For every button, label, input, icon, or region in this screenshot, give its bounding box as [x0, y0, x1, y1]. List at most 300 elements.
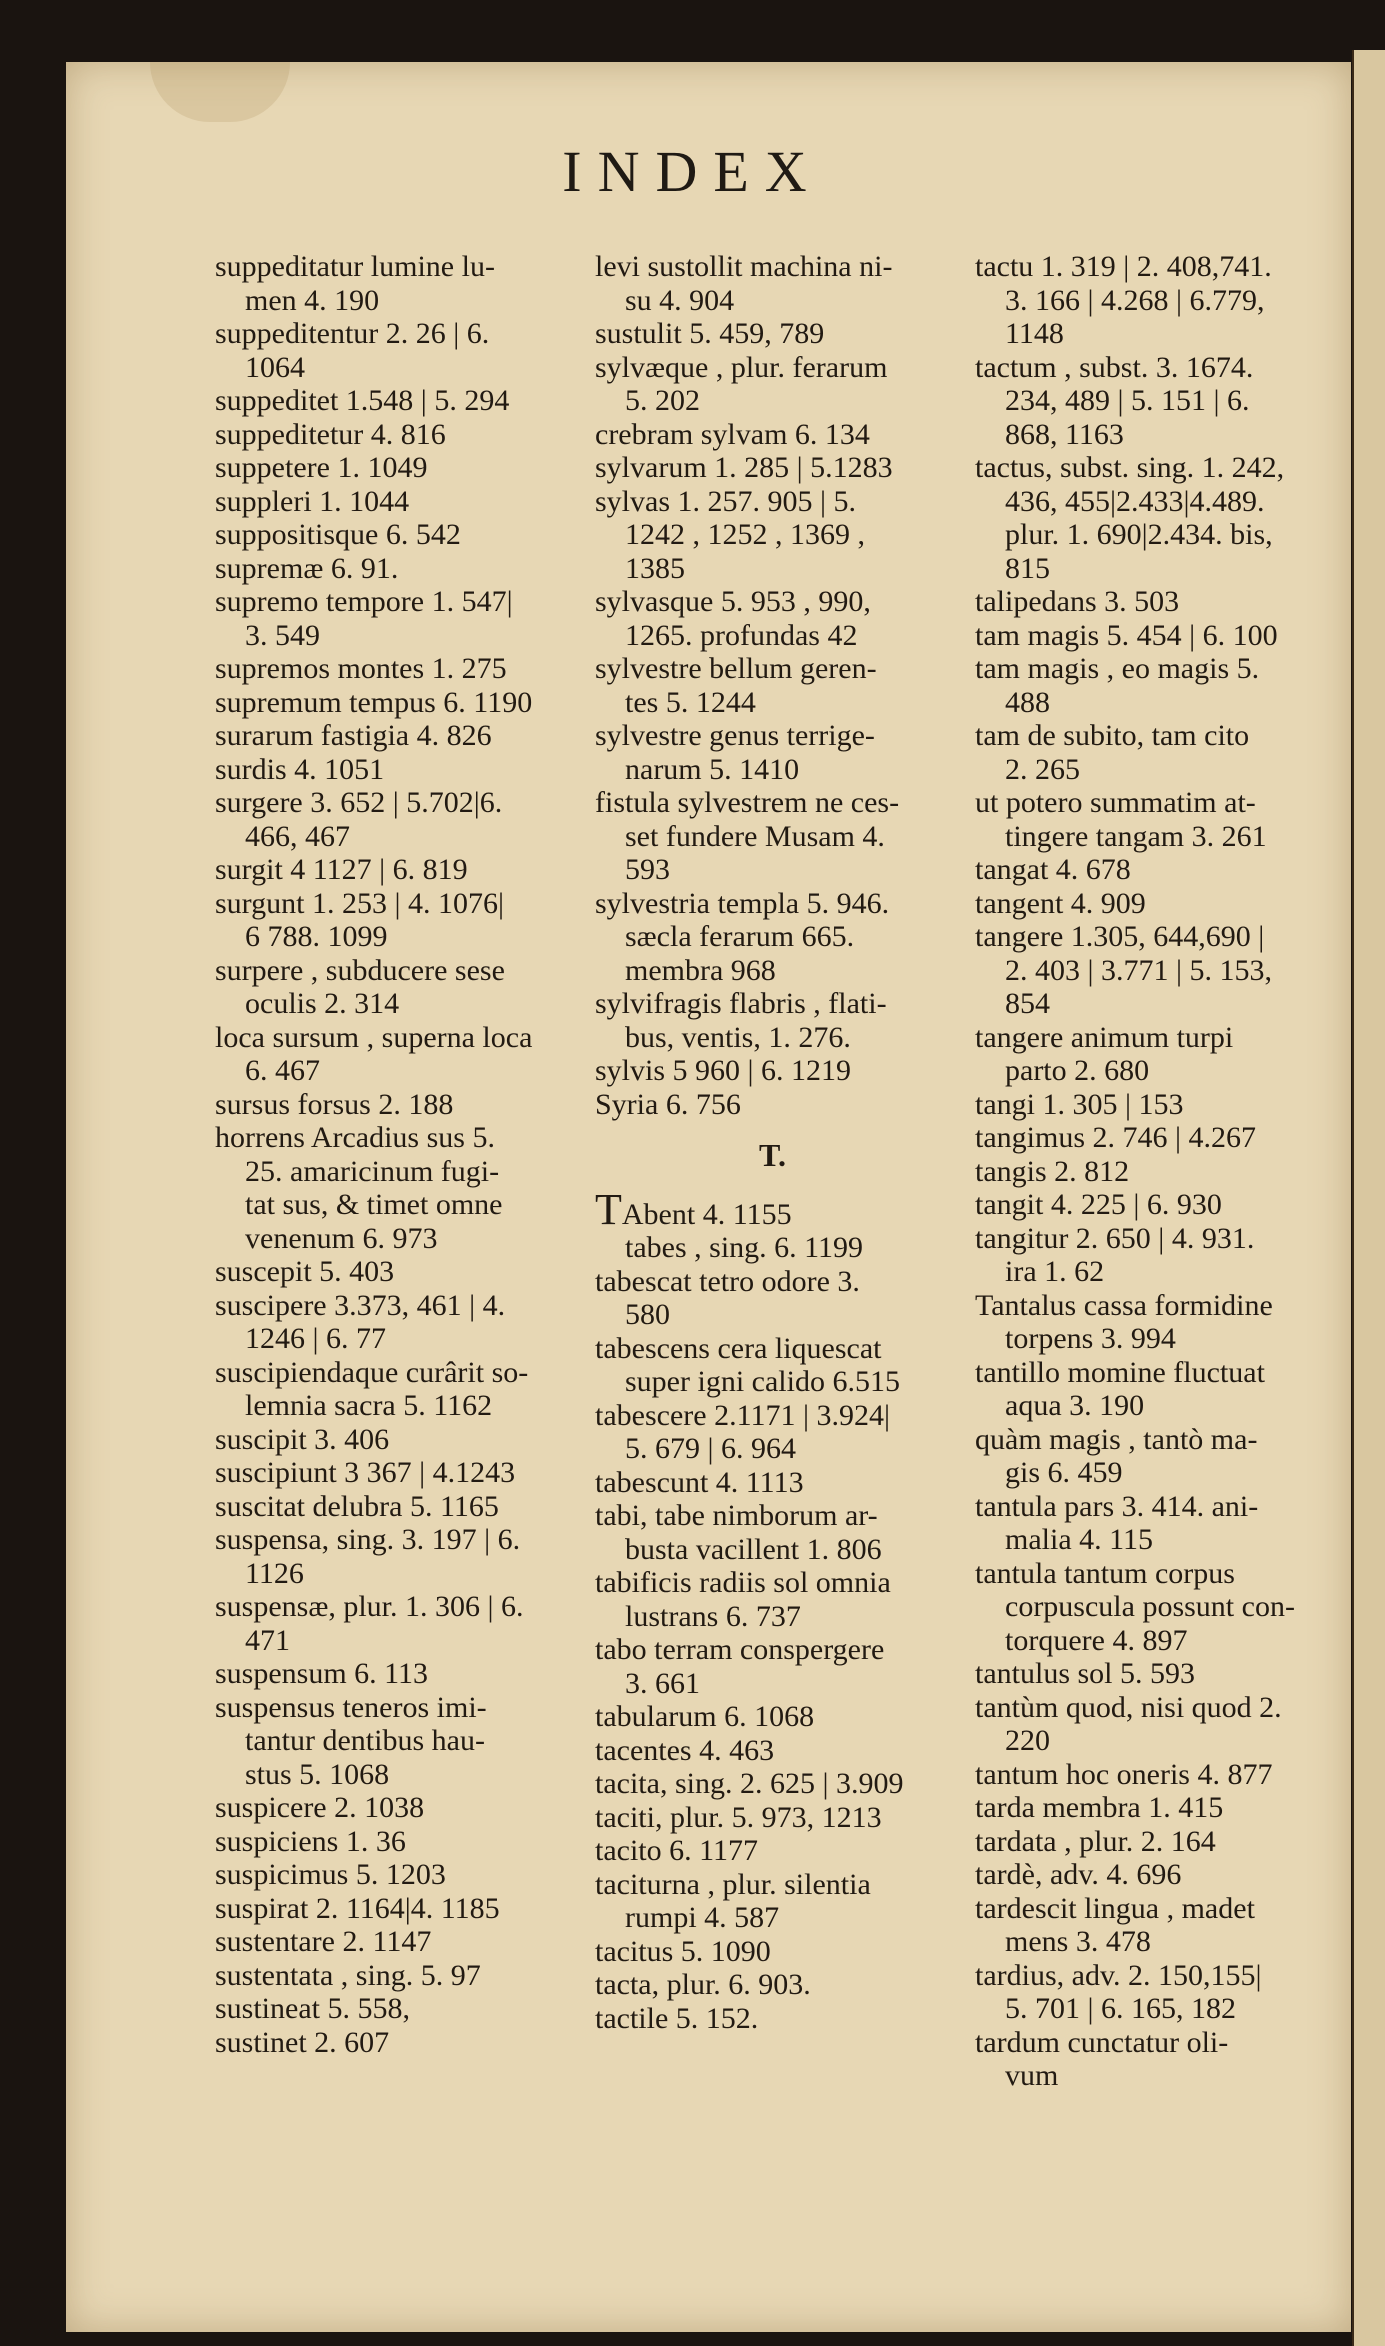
index-entry-line — [595, 1633, 950, 1667]
index-entry-text: gis 6. 459 — [1005, 1456, 1123, 1489]
index-entry-text: tantulus sol 5. 593 — [975, 1657, 1196, 1690]
index-entry-line — [595, 954, 950, 988]
index-entry-text: tangere animum turpi — [975, 1020, 1234, 1054]
index-entry-line — [595, 1499, 950, 1533]
index-entry-text: tangent 4. 909 — [975, 886, 1146, 920]
index-entry-text: 6 788. 1099 — [245, 920, 388, 953]
index-entry-text: 868, 1163 — [1005, 417, 1124, 451]
index-entry-text: sustulit 5. 459, 789 — [595, 317, 825, 350]
index-entry-text: 1265. profundas 42 — [625, 618, 858, 652]
index-entry-text: 1242 , 1252 , 1369 , — [625, 518, 865, 551]
index-entry-text: tangat 4. 678 — [975, 853, 1131, 886]
index-entry-text: suscepit 5. 403 — [215, 1255, 395, 1288]
index-entry-text: tactum , subst. 3. 1674. — [975, 350, 1254, 384]
index-entry-text: suspirat 2. 1164|4. 1185 — [215, 1891, 500, 1925]
index-entry-line — [215, 1892, 570, 1926]
index-entry-line — [975, 1523, 1320, 1557]
index-entry-text: tabescere 2.1171 | 3.924| — [595, 1398, 890, 1432]
index-entry-line — [595, 987, 950, 1021]
index-entry-text: oculis 2. 314 — [245, 987, 400, 1020]
index-entry-line — [595, 1935, 950, 1969]
index-entry-text: 1385 — [625, 551, 685, 585]
index-entry-line — [975, 1691, 1320, 1725]
index-entry-text: 1148 — [1005, 317, 1064, 350]
index-entry-line — [975, 853, 1320, 887]
index-entry-text: tantula pars 3. 414. ani- — [975, 1489, 1259, 1523]
index-entry-text: sursus forsus 2. 188 — [215, 1087, 454, 1121]
index-entry-text: 25. amaricinum fugi- — [245, 1154, 500, 1188]
index-entry-line — [215, 552, 570, 586]
index-entry-text: suscipiunt 3 367 | 4.1243 — [215, 1456, 516, 1489]
index-entry-line — [215, 1691, 570, 1725]
index-entry-text: tantùm quod, nisi quod 2. — [975, 1690, 1282, 1724]
index-entry-text: 3. 661 — [625, 1666, 700, 1700]
index-entry-text: plur. 1. 690|2.434. bis, — [1005, 518, 1273, 551]
index-entry-line — [975, 1892, 1320, 1926]
index-entry-text: tantillo momine fluctuat — [975, 1355, 1265, 1389]
index-entry-line — [975, 652, 1320, 686]
index-entry-line — [595, 585, 950, 619]
index-entry-text: bus, ventis, 1. 276. — [625, 1020, 851, 1054]
index-entry-text: 5. 202 — [625, 384, 700, 417]
index-entry-text: venenum 6. 973 — [245, 1221, 438, 1255]
index-entry-text: torquere 4. 897 — [1005, 1623, 1188, 1657]
index-entry-line — [215, 1456, 570, 1490]
index-entry-text: sylvis 5 960 | 6. 1219 — [595, 1054, 852, 1087]
index-entry-text: tardius, adv. 2. 150,155| — [975, 1958, 1262, 1992]
index-entry-text: surpere , subducere sese — [215, 953, 505, 987]
index-entry-text: tactus, subst. sing. 1. 242, — [975, 451, 1285, 484]
index-entry-text: tacentes 4. 463 — [595, 1733, 775, 1767]
index-column-3 — [975, 250, 1320, 2093]
index-entry-line — [215, 518, 570, 552]
index-entry-text: membra 968 — [625, 953, 776, 987]
index-entry-text: suscipiendaque curârit so- — [215, 1355, 529, 1389]
index-entry-text: sustineat 5. 558, — [215, 1992, 410, 2025]
index-entry-text: tacta, plur. 6. 903. — [595, 1968, 811, 2001]
index-entry-text: sylvæque , plur. ferarum — [595, 350, 888, 384]
index-entry-line — [595, 1231, 950, 1265]
index-entry-text: 5. 679 | 6. 964 — [625, 1432, 797, 1465]
index-entry-text: su 4. 904 — [625, 283, 735, 317]
index-entry-line — [215, 1523, 570, 1557]
index-entry-line — [215, 284, 570, 318]
index-entry-line — [975, 954, 1320, 988]
index-entry-text: supremæ 6. 91. — [215, 551, 399, 585]
index-entry-text: tactile 5. 152. — [595, 2001, 759, 2035]
index-entry-text: tabo terram conspergere — [595, 1633, 885, 1666]
index-entry-text: quàm magis , tantò ma- — [975, 1422, 1258, 1456]
index-entry-line — [595, 1901, 950, 1935]
index-entry-text: Abent 4. 1155 — [621, 1197, 792, 1231]
index-entry-line — [215, 384, 570, 418]
index-entry-text: 471 — [245, 1623, 290, 1657]
index-entry-line — [595, 1265, 950, 1299]
index-entry-line — [975, 1925, 1320, 1959]
index-entry-line — [975, 552, 1320, 586]
index-entry-text: surarum fastigia 4. 826 — [215, 719, 492, 752]
index-entry-text: 815 — [1005, 551, 1050, 585]
index-entry-text: tacitus 5. 1090 — [595, 1934, 771, 1968]
index-entry-line — [595, 1399, 950, 1433]
index-entry-text: 234, 489 | 5. 151 | 6. — [1005, 384, 1250, 417]
index-entry-line — [215, 1992, 570, 2026]
index-entry-line — [595, 652, 950, 686]
index-entry-text: 5. 701 | 6. 165, 182 — [1005, 1992, 1237, 2025]
index-entry-line — [595, 384, 950, 418]
index-entry-text: rumpi 4. 587 — [625, 1901, 780, 1934]
index-entry-text: levi sustollit machina ni- — [595, 250, 893, 283]
index-entry-line — [595, 1088, 950, 1122]
section-heading: T. — [759, 1137, 786, 1173]
index-entry-text: surgunt 1. 253 | 4. 1076| — [215, 886, 504, 920]
index-entry-text: suppeditatur lumine lu- — [215, 250, 495, 283]
index-entry-line — [975, 1289, 1320, 1323]
index-entry-text: aqua 3. 190 — [1005, 1389, 1145, 1422]
index-entry-text: suppetere 1. 1049 — [215, 451, 428, 484]
index-entry-text: Tantalus cassa formidine — [975, 1288, 1273, 1322]
index-entry-text: lemnia sacra 5. 1162 — [245, 1389, 493, 1422]
index-entry-text: 3. 549 — [245, 618, 320, 652]
index-entry-line — [215, 1322, 570, 1356]
index-entry-text: sylvifragis flabris , flati- — [595, 987, 887, 1020]
index-entry-line — [975, 1724, 1320, 1758]
index-entry-line — [595, 1432, 950, 1466]
index-entry-line — [595, 1184, 950, 1234]
index-entry-text: tangi 1. 305 | 153 — [975, 1087, 1184, 1121]
index-entry-line — [595, 485, 950, 519]
index-entry-text: tacito 6. 1177 — [595, 1834, 759, 1867]
index-entry-line — [595, 1968, 950, 2002]
index-entry-text: 1064 — [245, 350, 305, 384]
index-entry-line — [975, 1959, 1320, 1993]
index-entry-line — [975, 1590, 1320, 1624]
index-entry-line — [595, 1600, 950, 1634]
index-entry-line — [215, 652, 570, 686]
index-entry-line — [595, 351, 950, 385]
index-entry-line — [595, 1466, 950, 1500]
index-entry-line — [975, 1456, 1320, 1490]
index-entry-text: 1246 | 6. 77 — [245, 1322, 387, 1355]
index-entry-text: tardè, adv. 4. 696 — [975, 1858, 1182, 1891]
index-entry-text: sylvasque 5. 953 , 990, — [595, 585, 871, 618]
index-entry-line — [595, 1801, 950, 1835]
index-entry-line — [595, 820, 950, 854]
index-entry-line — [595, 1834, 950, 1868]
index-entry-line — [975, 1557, 1320, 1591]
index-entry-line — [215, 987, 570, 1021]
index-entry-line — [215, 1858, 570, 1892]
index-entry-line — [975, 1825, 1320, 1859]
index-entry-line — [215, 418, 570, 452]
index-entry-line — [215, 820, 570, 854]
index-entry-line — [975, 1021, 1320, 1055]
index-entry-text: 593 — [625, 853, 670, 886]
index-entry-line — [975, 1188, 1320, 1222]
index-entry-line — [215, 485, 570, 519]
index-entry-text: suspicere 2. 1038 — [215, 1791, 425, 1824]
index-entry-text: suspensa, sing. 3. 197 | 6. — [215, 1523, 521, 1556]
index-entry-line — [215, 1356, 570, 1390]
index-entry-line — [975, 317, 1320, 351]
index-entry-text: crebram sylvam 6. 134 — [595, 417, 870, 451]
index-entry-line — [215, 1925, 570, 1959]
index-entry-text: busta vacillent 1. 806 — [625, 1532, 882, 1566]
index-entry-text: corpuscula possunt con- — [1005, 1590, 1295, 1623]
index-entry-line — [215, 317, 570, 351]
index-entry-text: tat sus, & timet omne — [245, 1188, 503, 1221]
index-entry-text: suspensum 6. 113 — [215, 1657, 429, 1690]
index-entry-text: suppeditetur 4. 816 — [215, 417, 446, 451]
index-entry-line — [215, 1155, 570, 1189]
index-entry-line — [975, 820, 1320, 854]
index-entry-text: ira 1. 62 — [1005, 1255, 1105, 1288]
index-entry-text: tabescens cera liquescat — [595, 1331, 882, 1365]
index-entry-line — [215, 1255, 570, 1289]
index-entry-line — [595, 1868, 950, 1902]
index-entry-line — [975, 250, 1320, 284]
index-entry-text: suppeditentur 2. 26 | 6. — [215, 317, 490, 350]
index-entry-line — [595, 418, 950, 452]
index-entry-line — [215, 1289, 570, 1323]
index-entry-text: tangimus 2. 746 | 4.267 — [975, 1121, 1257, 1154]
index-entry-line — [975, 351, 1320, 385]
index-column-1 — [215, 250, 570, 2059]
index-entry-line — [975, 887, 1320, 921]
index-entry-text: tes 5. 1244 — [625, 685, 756, 719]
index-entry-text: sustentata , sing. 5. 97 — [215, 1958, 481, 1992]
index-entry-line — [975, 786, 1320, 820]
index-entry-line — [215, 753, 570, 787]
index-entry-line — [975, 686, 1320, 720]
next-page-edge — [1352, 50, 1385, 2346]
index-entry-line — [975, 1322, 1320, 1356]
index-entry-line — [975, 1121, 1320, 1155]
index-entry-text: talipedans 3. 503 — [975, 585, 1180, 618]
index-entry-line — [215, 1557, 570, 1591]
index-entry-line — [595, 619, 950, 653]
index-entry-text: fistula sylvestrem ne ces- — [595, 786, 900, 819]
index-entry-line — [975, 418, 1320, 452]
index-entry-line — [975, 2059, 1320, 2093]
index-entry-line — [215, 451, 570, 485]
index-entry-line — [595, 719, 950, 753]
index-entry-line — [595, 1054, 950, 1088]
index-entry-text: 1126 — [245, 1556, 304, 1590]
drop-cap-letter: T — [595, 1184, 622, 1234]
index-entry-line — [595, 1767, 950, 1801]
index-entry-text: sæcla ferarum 665. — [625, 920, 855, 953]
index-entry-text: tantula tantum corpus — [975, 1556, 1235, 1590]
index-entry-text: supremos montes 1. 275 — [215, 652, 507, 685]
index-entry-text: 580 — [625, 1298, 670, 1331]
index-entry-line — [595, 250, 950, 284]
index-entry-line — [215, 619, 570, 653]
index-entry-line — [975, 1054, 1320, 1088]
index-entry-line — [595, 518, 950, 552]
index-entry-text: surgere 3. 652 | 5.702|6. — [215, 786, 503, 819]
index-entry-line — [595, 853, 950, 887]
index-entry-text: supremo tempore 1. 547| — [215, 585, 513, 618]
index-column-2 — [595, 250, 950, 2035]
index-entry-line — [975, 585, 1320, 619]
index-entry-line — [595, 1566, 950, 1600]
index-entry-line — [215, 1590, 570, 1624]
index-entry-line — [975, 1088, 1320, 1122]
index-entry-text: sustinet 2. 607 — [215, 2025, 390, 2059]
index-entry-text: tabes , sing. 6. 1199 — [625, 1231, 864, 1264]
index-entry-line — [975, 1155, 1320, 1189]
index-entry-line — [975, 1255, 1320, 1289]
index-entry-line — [975, 920, 1320, 954]
index-entry-line — [595, 753, 950, 787]
index-entry-line — [595, 1667, 950, 1701]
index-entry-text: tantur dentibus hau- — [245, 1724, 485, 1757]
index-entry-text: tabescat tetro odore 3. — [595, 1264, 860, 1298]
index-entry-text: tardum cunctatur oli- — [975, 2025, 1229, 2059]
index-entry-text: tactu 1. 319 | 2. 408,741. — [975, 250, 1272, 283]
index-entry-text: Syria 6. 756 — [595, 1087, 741, 1121]
index-entry-line — [595, 317, 950, 351]
index-entry-text: tam de subito, tam cito — [975, 719, 1250, 752]
index-entry-text: 6. 467 — [245, 1054, 320, 1087]
index-entry-line — [215, 1624, 570, 1658]
index-entry-text: surdis 4. 1051 — [215, 752, 385, 786]
index-entry-text: taciturna , plur. silentia — [595, 1867, 871, 1901]
index-entry-line — [215, 1121, 570, 1155]
index-entry-line — [595, 2002, 950, 2036]
index-entry-line — [215, 1959, 570, 1993]
index-entry-text: 2. 403 | 3.771 | 5. 153, — [1005, 953, 1273, 987]
index-entry-text: suspensæ, plur. 1. 306 | 6. — [215, 1590, 524, 1623]
index-entry-line — [215, 2026, 570, 2060]
index-entry-text: ut potero summatim at- — [975, 786, 1256, 819]
index-entry-line — [595, 1365, 950, 1399]
index-entry-line — [595, 1700, 950, 1734]
index-entry-text: tangere 1.305, 644,690 | — [975, 920, 1265, 953]
index-entry-line — [595, 1021, 950, 1055]
index-entry-text: taciti, plur. 5. 973, 1213 — [595, 1800, 882, 1834]
index-entry-text: 2. 265 — [1005, 752, 1080, 786]
index-entry-text: suspiciens 1. 36 — [215, 1824, 406, 1858]
index-entry-text: torpens 3. 994 — [1005, 1322, 1176, 1355]
index-entry-line — [215, 1825, 570, 1859]
index-entry-line — [975, 1657, 1320, 1691]
index-entry-line — [975, 753, 1320, 787]
index-entry-text: malia 4. 115 — [1005, 1523, 1154, 1556]
index-entry-line — [215, 853, 570, 887]
index-entry-text: super igni calido 6.515 — [625, 1365, 900, 1398]
index-entry-text: suscipit 3. 406 — [215, 1422, 390, 1456]
index-entry-text: tantum hoc oneris 4. 877 — [975, 1757, 1273, 1791]
index-entry-line — [215, 1188, 570, 1222]
index-entry-text: horrens Arcadius sus 5. — [215, 1121, 495, 1154]
index-entry-line — [975, 2026, 1320, 2060]
index-entry-line — [215, 954, 570, 988]
index-entry-line — [215, 719, 570, 753]
index-entry-text: suppleri 1. 1044 — [215, 484, 410, 518]
index-entry-line — [215, 1758, 570, 1792]
index-entry-text: stus 5. 1068 — [245, 1757, 390, 1791]
index-entry-text: tabi, tabe nimborum ar- — [595, 1499, 878, 1532]
index-entry-text: suscitat delubra 5. 1165 — [215, 1489, 499, 1523]
index-entry-text: suspicimus 5. 1203 — [215, 1858, 446, 1891]
index-entry-line — [215, 250, 570, 284]
index-entry-text: tabificis radiis sol omnia — [595, 1566, 891, 1599]
index-entry-text: lustrans 6. 737 — [625, 1599, 801, 1633]
index-entry-text: sylvestre bellum geren- — [595, 652, 877, 685]
index-entry-text: suppeditet 1.548 | 5. 294 — [215, 384, 510, 417]
index-entry-line — [975, 1389, 1320, 1423]
index-entry-text: men 4. 190 — [245, 283, 380, 317]
index-entry-text: set fundere Musam 4. — [625, 819, 885, 853]
index-entry-line — [975, 1490, 1320, 1524]
index-entry-line — [975, 987, 1320, 1021]
index-entry-text: 220 — [1005, 1724, 1050, 1757]
index-entry-text: suppositisque 6. 542 — [215, 518, 461, 551]
index-entry-text: sylvestre genus terrige- — [595, 719, 875, 752]
index-entry-line — [215, 1222, 570, 1256]
index-entry-text: vum — [1005, 2059, 1059, 2092]
index-entry-line — [975, 451, 1320, 485]
index-entry-text: tangis 2. 812 — [975, 1154, 1130, 1188]
index-entry-text: loca sursum , superna loca — [215, 1020, 533, 1054]
index-entry-line — [215, 1088, 570, 1122]
index-entry-text: mens 3. 478 — [1005, 1925, 1151, 1958]
index-entry-line — [215, 1021, 570, 1055]
index-entry-text: suspensus teneros imi- — [215, 1690, 487, 1724]
index-entry-text: tabescunt 4. 1113 — [595, 1465, 804, 1499]
index-entry-line — [595, 1332, 950, 1366]
index-entry-text: suscipere 3.373, 461 | 4. — [215, 1288, 506, 1322]
index-entry-line — [215, 351, 570, 385]
index-entry-line — [215, 786, 570, 820]
index-entry-line — [975, 719, 1320, 753]
index-entry-line — [975, 1791, 1320, 1825]
index-entry-text: narum 5. 1410 — [625, 752, 800, 786]
index-entry-text: tangitur 2. 650 | 4. 931. — [975, 1221, 1255, 1255]
index-entry-line — [975, 619, 1320, 653]
index-entry-text: 488 — [1005, 685, 1050, 719]
index-entry-line — [215, 1054, 570, 1088]
index-entry-text: tam magis , eo magis 5. — [975, 652, 1260, 685]
index-entry-line — [595, 686, 950, 720]
index-entry-line — [595, 920, 950, 954]
index-entry-text: sylvarum 1. 285 | 5.1283 — [595, 451, 893, 484]
index-entry-line — [975, 1858, 1320, 1892]
index-entry-line — [595, 284, 950, 318]
index-entry-line — [975, 384, 1320, 418]
index-entry-line — [215, 1389, 570, 1423]
index-entry-line — [215, 1657, 570, 1691]
index-entry-line — [595, 1533, 950, 1567]
index-entry-text: supremum tempus 6. 1190 — [215, 685, 533, 719]
index-entry-line — [975, 1423, 1320, 1457]
index-entry-text: sylvestria templa 5. 946. — [595, 886, 890, 920]
index-entry-line — [975, 284, 1320, 318]
index-entry-line — [215, 887, 570, 921]
index-entry-line — [975, 485, 1320, 519]
index-entry-line — [975, 1758, 1320, 1792]
index-entry-text: tam magis 5. 454 | 6. 100 — [975, 618, 1278, 652]
index-entry-line — [215, 686, 570, 720]
index-entry-line — [215, 585, 570, 619]
index-entry-line — [975, 518, 1320, 552]
index-entry-text: tarda membra 1. 415 — [975, 1791, 1224, 1824]
index-entry-text: sustentare 2. 1147 — [215, 1925, 432, 1958]
index-entry-text: tardata , plur. 2. 164 — [975, 1824, 1216, 1858]
index-entry-line — [215, 1791, 570, 1825]
